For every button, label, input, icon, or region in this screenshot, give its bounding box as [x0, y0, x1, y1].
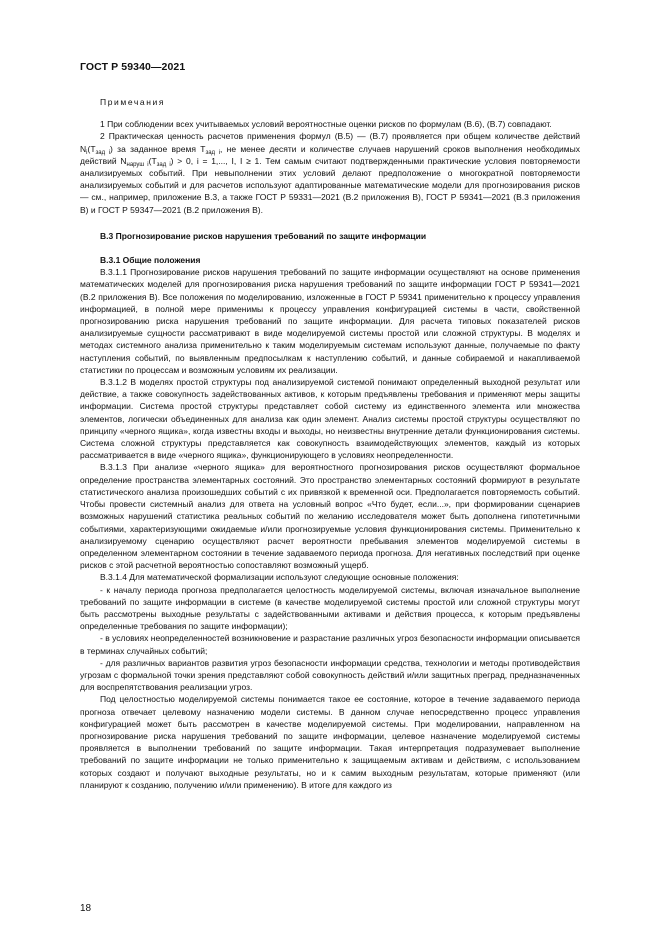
- paragraph-b313: В.3.1.3 При анализе «черного ящика» для вероятностного прогнозирования рисков осуществляют формальное определение пространства элементарных состояний. Это пространство элементарных состояний формируют в результате статистического анализа произошедших событий с их привязкой к временной оси. Предполагается повторяемость событий. Чтобы провести системный анализ для ответа на условный вопрос «Что будет, если...», при формировании сценариев возможных нарушений статистика реальных событий по желанию исследователя может быть дополнена гипотетичными событиями, характеризующими ожидаемые и/или прогнозируемые условия функционирования системы. Применительно к анализируемому сценарию осуществляют расчет вероятности пребывания элементов моделируемой системы в определенном элементарном состоянии в течение задаваемого периода прогноза. Для негативных последствий при оценке рисков с этой расчетной вероятностью сопоставляют возможный ущерб.: [80, 462, 580, 571]
- paragraph-b312: В.3.1.2 В моделях простой структуры под анализируемой системой понимают определенный выходной результат или действие, а также совокупность задействованных активов, к которым предъявлены требования и применяют меры защиты информации. Система простой структуры представляет собой систему из единственного элемента или множества элементов, логически объединенных для анализа как один элемент. Анализ системы простой структуры осуществляют по принципу «черного ящика», когда известны входы и выходы, но неизвестны внутренние детали функционирования системы. Система сложной структуры представляется как совокупность взаимодействующих элементов, каждый из которых рассматривается в виде «черного ящика», функционирующего в условиях неопределенности.: [80, 377, 580, 461]
- list-item: - к началу периода прогноза предполагается целостность моделируемой системы, включая изначальное выполнение требований по защите информации в системе (в качестве моделируемой системы простой или сложной структуры могут быть рассмотрены выходные результаты с задействованными активами и действия процесса, к которым предъявлены определенные требования по защите информации);: [80, 584, 580, 632]
- section-heading: В.3 Прогнозирование рисков нарушения требований по защите информации: [100, 230, 427, 241]
- list-item: - для различных вариантов развития угроз безопасности информации средства, технологии и методы противодействия угрозам с формальной точки зрения представляют собой совокупность действий и/или защитных преград, предназначенных для воспрепятствования реализации угроз.: [80, 657, 580, 693]
- note-2: 2 Практическая ценность расчетов применения формул (В.5) — (В.7) проявляется при общем количестве действий $N_i(T_{зад i})$ за заданное время $T_{зад i}$, не менее десяти и количестве случаев нарушений сроков выполнения необходимых действий $N_{наруш i}(T_{зад i}) > 0$, i = 1,..., I, I ≥ 1. Тем самым считают подтвержденными практические условия повторяемости анализируемых событий. При невыполнении этих условий делают предположение о многократной повторяемости анализируемых событий и для расчетов используют адаптированные математические модели для прогнозирования рисков — см., например, приложение В.3, а также ГОСТ Р 59331—2021 (В.2 приложения В), ГОСТ Р 59341—2021 (В.3 приложения В) и ГОСТ Р 59347—2021 (В.2 приложения В).: [80, 131, 581, 215]
- subsection-heading: В.3.1 Общие положения: [100, 255, 201, 266]
- page-number: 18: [80, 903, 92, 914]
- paragraph-integrity: Под целостностью моделируемой системы понимается такое ее состояние, которое в течение задаваемого периода прогноза отвечает целевому назначению модели системы. В данном случае непосредственно процесс управления конфигурацией может быть рассмотрен в качестве моделируемой системы. При моделировании, направленном на прогнозирование риска нарушения требований по защите информации, целевое назначение моделируемой системы проявляется в выполнении требований по защите информации. Такая интерпретация подразумевает выполнение требований по защите информации не только применительно к защищаемым активам и действиям, с использованием которых создают и получают выходные результаты, но и к самим выходным результатам, которые применяют (или планируют к созданию, получению и/или применению). В итоге для каждого из: [80, 694, 580, 790]
- list-item: - в условиях неопределенностей возникновение и разрастание различных угроз безопасности информации описывается в терминах случайных событий;: [80, 633, 580, 656]
- notes-title: Примечания: [100, 97, 166, 107]
- document-header: ГОСТ Р 59340—2021: [80, 61, 186, 73]
- page-content: [80, 96, 580, 791]
- note-1: 1 При соблюдении всех учитываемых условий вероятностные оценки рисков по формулам (В.6), (В.7) совпадают.: [100, 119, 552, 130]
- paragraph-b314: В.3.1.4 Для математической формализации используют следующие основные положения:: [100, 572, 459, 583]
- paragraph-b311: В.3.1.1 Прогнозирование рисков нарушения требований по защите информации осуществляют на основе применения математических моделей для прогнозирования риска нарушения требований по защите информации ГОСТ Р 59341—2021 (В.2 приложения В). Все положения по моделированию, изложенные в ГОСТ Р 59341 применительно к процессу управления информацией, в полной мере применимы к процессу управления конфигурацией системы в части, свойственной прогнозированию риска нарушения требований по защите информации. Для расчета типовых показателей рисков анализируемые сущности рассматривают в виде моделируемой системы простой или сложной структуры. В моделях и методах системного анализа применительно к таким моделируемым системам используют данные, получаемые по факту наступления событий, по выявленным предпосылкам к наступлению событий, и данные собираемой и накапливаемой статистики по процессам и возможным условиям их реализации.: [80, 267, 580, 375]
